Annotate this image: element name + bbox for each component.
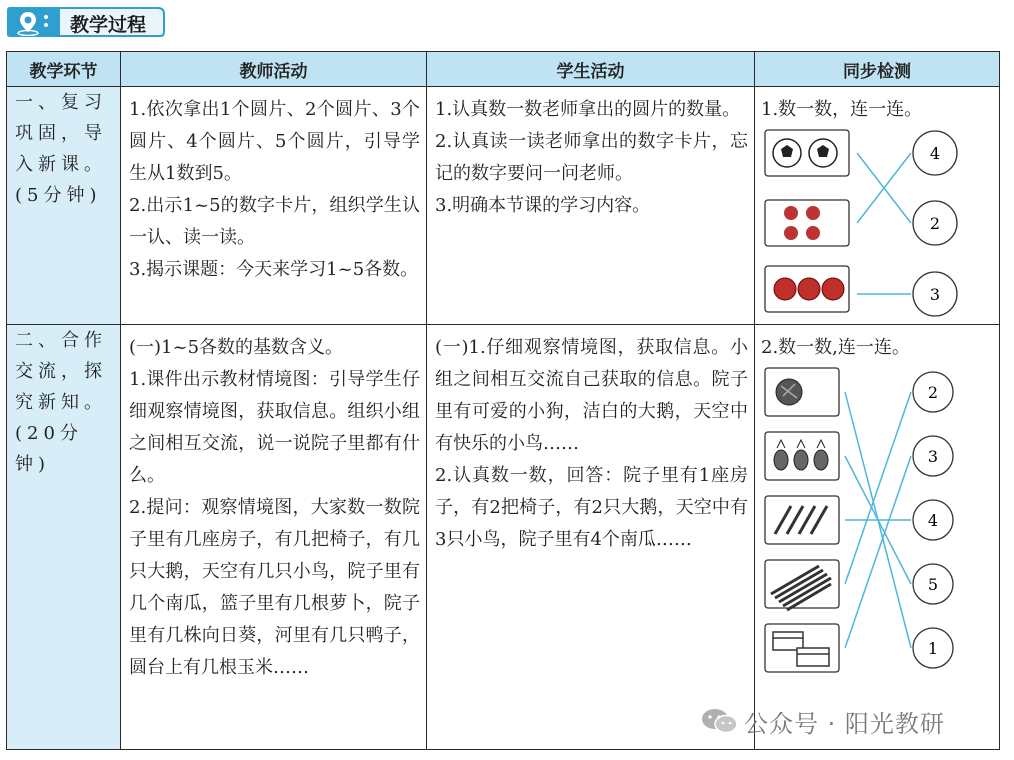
number-label: 1 xyxy=(927,639,939,658)
matching-exercise-1 xyxy=(761,126,993,322)
watermark xyxy=(700,700,990,740)
picture-box xyxy=(765,200,849,246)
teacher-activity-cell xyxy=(121,87,427,325)
stage-cell: 一、复习巩固，导入新课。(5分钟) xyxy=(7,87,121,325)
number-label: 3 xyxy=(927,447,939,466)
teacher-step: (一)1~5各数的基数含义。 xyxy=(129,337,344,358)
student-activity-cell xyxy=(427,325,755,750)
answer-lines xyxy=(857,153,911,294)
check-cell xyxy=(755,325,1000,750)
number-label: 2 xyxy=(929,214,941,233)
apples-picture xyxy=(774,278,844,300)
location-pin-icon xyxy=(14,8,58,36)
number-label: 2 xyxy=(927,383,939,402)
teacher-step: 1.课件出示教材情境图：引导学生仔细观察情境图，获取信息。组织小组之间相互交流，说一说院子里都有什么。 xyxy=(129,369,420,486)
header-check: 同步检测 xyxy=(755,52,1000,87)
lesson-table xyxy=(6,51,1000,750)
table-header-row xyxy=(7,52,1000,87)
wechat-icon xyxy=(700,706,740,736)
teacher-step: 3.揭示课题：今天来学习1~5各数。 xyxy=(129,259,419,280)
teacher-step: 2.出示1~5的数字卡片，组织学生认一认、读一读。 xyxy=(129,195,420,248)
watermark-text: 公众号 · 阳光教研 xyxy=(744,710,945,738)
section-title: 教学过程 xyxy=(70,14,147,36)
teacher-step: 2.提问：观察情境图，大家数一数院子里有几座房子，有几把椅子，有几只大鹅，天空有几只小鸟，院子里有几个南瓜，篮子里有几根萝卜，院子里有几株向日葵，河里有几只鸭子，圆台上有几根玉米…… xyxy=(129,497,420,678)
teacher-activity-cell xyxy=(121,325,427,750)
student-step: 3.明确本节课的学习内容。 xyxy=(435,195,651,216)
watermelon-picture xyxy=(776,379,802,405)
student-step: (一)1.仔细观察情境图，获取信息。小组之间相互交流自己获取的信息。院子里有可爱的小狗，洁白的大鹅，天空中有快乐的小鸟…… xyxy=(435,337,748,454)
student-step: 2.认真读一读老师拿出的数字卡片，忘记的数字要问一问老师。 xyxy=(435,131,748,184)
matching-exercise-2 xyxy=(761,364,993,684)
section-tag xyxy=(6,6,166,38)
header-student: 学生活动 xyxy=(427,52,755,87)
number-label: 3 xyxy=(929,285,941,304)
student-step: 1.认真数一数老师拿出的圆片的数量。 xyxy=(435,99,741,120)
stage-cell: 二、合作交流，探究新知。(20分钟) xyxy=(7,325,121,750)
picture-box xyxy=(765,496,839,544)
check-title: 1.数一数，连一连。 xyxy=(761,99,923,120)
student-activity-cell xyxy=(427,87,755,325)
table-row xyxy=(7,325,1000,750)
number-label: 5 xyxy=(927,575,939,594)
table-row xyxy=(7,87,1000,325)
number-label: 4 xyxy=(927,511,939,530)
student-step: 2.认真数一数，回答：院子里有1座房子，有2把椅子，有2只大鹅，天空中有3只小鸟，院子里有4个南瓜…… xyxy=(435,465,748,550)
header-teacher: 教师活动 xyxy=(121,52,427,87)
check-cell xyxy=(755,87,1000,325)
answer-lines xyxy=(845,392,911,648)
teacher-step: 1.依次拿出1个圆片、2个圆片、3个圆片、4个圆片、5个圆片，引导学生从1数到5。 xyxy=(129,99,420,184)
header-stage: 教学环节 xyxy=(7,52,121,87)
number-label: 4 xyxy=(929,144,941,163)
check-title: 2.数一数,连一连。 xyxy=(761,337,910,358)
